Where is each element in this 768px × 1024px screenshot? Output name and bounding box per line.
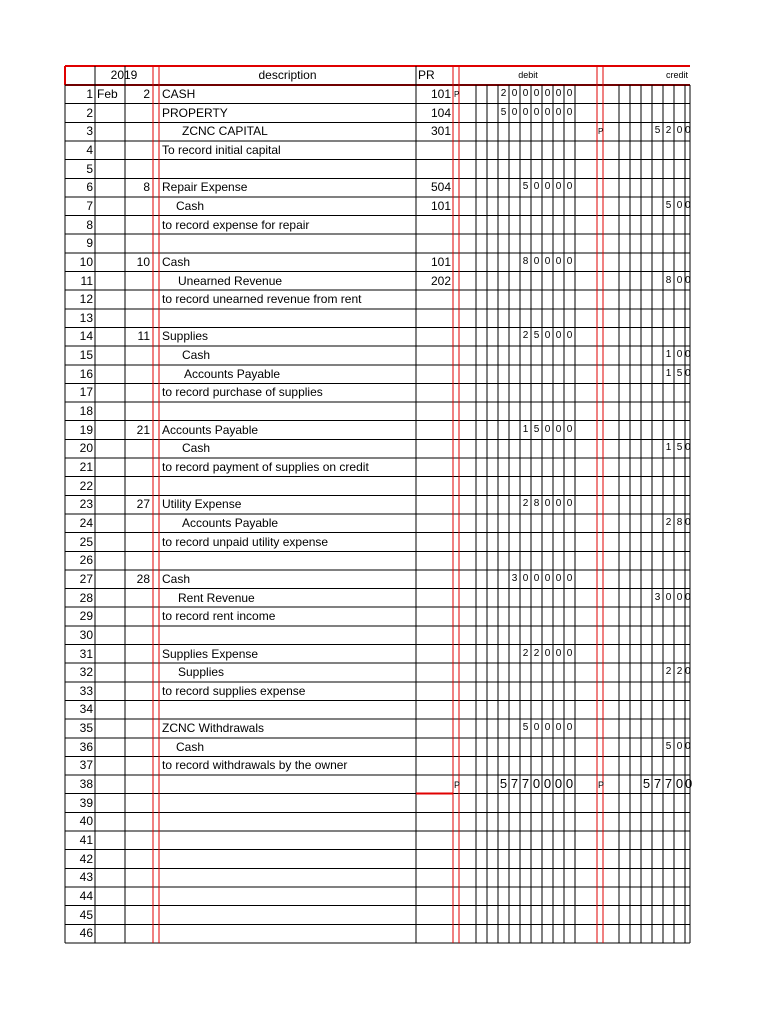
- debit-digit: 0: [566, 88, 573, 99]
- total-credit-digit: 5: [642, 776, 651, 792]
- entry-description: Cash: [162, 571, 191, 586]
- entry-day: 2: [143, 87, 150, 101]
- credit-digit: 0: [676, 349, 683, 361]
- entry-day: 21: [136, 422, 150, 437]
- row-number: 5: [86, 161, 93, 176]
- header-description: description: [258, 68, 317, 82]
- total-debit-digit: 7: [510, 776, 519, 792]
- entry-description: Unearned Revenue: [178, 273, 283, 288]
- row-number: 37: [79, 758, 93, 773]
- row-number: 28: [79, 590, 93, 605]
- credit-digit: 0: [685, 516, 691, 528]
- header-pr: PR: [418, 68, 435, 82]
- header-year: 2019: [110, 68, 138, 82]
- credit-digit: 0: [676, 199, 683, 211]
- row-number: 34: [79, 702, 93, 717]
- total-credit-digit: 7: [664, 776, 673, 792]
- debit-digit: 5: [522, 722, 529, 734]
- row-number: 11: [80, 273, 93, 288]
- row-number: 7: [86, 198, 93, 213]
- debit-digit: 0: [566, 106, 573, 118]
- credit-digit: 8: [665, 274, 672, 286]
- entry-description: to record rent income: [162, 609, 276, 624]
- debit-digit: 0: [566, 330, 573, 342]
- debit-digit: 0: [522, 106, 529, 118]
- row-number: 39: [79, 795, 93, 810]
- row-number: 13: [79, 310, 93, 325]
- entry-description: Cash: [162, 254, 191, 269]
- total-posted-mark: P: [598, 780, 605, 791]
- row-number: 22: [79, 478, 93, 493]
- credit-digit: 5: [665, 740, 672, 752]
- debit-digit: 0: [566, 181, 573, 193]
- credit-digit: 1: [665, 442, 672, 454]
- entry-description: Supplies Expense: [162, 646, 259, 661]
- debit-digit: 8: [522, 255, 529, 267]
- debit-digit: 0: [533, 722, 540, 734]
- total-debit-digit: 0: [543, 776, 552, 792]
- debit-digit: 5: [500, 106, 507, 118]
- entry-description: to record purchase of supplies: [162, 385, 323, 400]
- row-number: 24: [79, 515, 93, 530]
- debit-digit: 0: [544, 722, 551, 734]
- debit-digit: 0: [522, 88, 529, 99]
- debit-digit: 0: [544, 181, 551, 193]
- debit-digit: 0: [533, 106, 540, 118]
- entry-post-reference: 101: [430, 198, 451, 213]
- debit-digit: 2: [522, 330, 529, 342]
- row-number: 12: [79, 292, 93, 307]
- row-number: 40: [79, 814, 93, 829]
- entry-day: 8: [143, 180, 150, 195]
- credit-digit: 0: [685, 125, 691, 137]
- debit-digit: 0: [533, 181, 540, 193]
- row-number: 43: [79, 870, 93, 885]
- debit-digit: 0: [544, 498, 551, 510]
- row-number: 1: [86, 87, 93, 101]
- credit-digit: 0: [676, 591, 683, 603]
- debit-digit: 0: [511, 88, 518, 99]
- debit-digit: 8: [533, 498, 540, 510]
- posted-mark: P: [598, 127, 604, 137]
- total-credit-digit: 7: [653, 776, 662, 792]
- credit-digit: 2: [665, 516, 672, 528]
- row-number: 42: [79, 851, 93, 866]
- credit-digit: 2: [676, 666, 683, 678]
- row-number: 45: [79, 907, 93, 922]
- debit-digit: 0: [555, 423, 562, 435]
- header-credit: credit: [665, 70, 688, 80]
- debit-digit: 0: [533, 572, 540, 584]
- entry-description: To record initial capital: [162, 142, 281, 157]
- debit-digit: 5: [522, 181, 529, 193]
- debit-digit: 0: [555, 572, 562, 584]
- header-debit: debit: [518, 70, 538, 80]
- debit-digit: 5: [533, 423, 540, 435]
- debit-digit: 0: [555, 181, 562, 193]
- credit-digit: 0: [685, 274, 691, 286]
- credit-digit: 3: [654, 591, 661, 603]
- debit-digit: 0: [566, 423, 573, 435]
- debit-digit: 0: [566, 255, 573, 267]
- row-number: 30: [79, 627, 93, 642]
- entry-description: Cash: [176, 198, 205, 213]
- debit-digit: 2: [522, 647, 529, 659]
- entry-description: Supplies: [178, 665, 225, 680]
- debit-digit: 0: [555, 722, 562, 734]
- entry-post-reference: 101: [430, 254, 451, 269]
- credit-digit: 0: [685, 666, 691, 678]
- row-number: 36: [79, 739, 93, 754]
- entry-description: Rent Revenue: [178, 590, 255, 605]
- entry-description: Cash: [176, 739, 205, 754]
- entry-description: to record expense for repair: [162, 217, 310, 232]
- total-credit-digit: 0: [685, 776, 693, 792]
- debit-digit: 0: [555, 647, 562, 659]
- row-number: 18: [79, 404, 93, 419]
- debit-digit: 0: [555, 255, 562, 267]
- credit-digit: 8: [676, 516, 683, 528]
- entry-description: CASH: [162, 87, 196, 101]
- debit-digit: 0: [511, 106, 518, 118]
- entry-post-reference: 101: [430, 87, 451, 101]
- debit-digit: 2: [500, 88, 507, 99]
- entry-day: 28: [136, 571, 150, 586]
- debit-digit: 2: [522, 498, 529, 510]
- row-number: 9: [86, 236, 93, 251]
- debit-digit: 0: [533, 255, 540, 267]
- row-number: 23: [79, 497, 93, 512]
- row-number: 25: [79, 534, 93, 549]
- credit-digit: 5: [676, 367, 683, 379]
- debit-digit: 0: [566, 498, 573, 510]
- entry-description: Repair Expense: [162, 180, 248, 195]
- row-number: 19: [79, 422, 93, 437]
- row-number: 44: [79, 888, 93, 903]
- entry-month: Feb: [97, 87, 118, 101]
- entry-day: 10: [136, 254, 150, 269]
- row-number: 29: [79, 609, 93, 624]
- credit-digit: 5: [665, 199, 672, 211]
- row-number: 32: [79, 665, 93, 680]
- credit-digit: 0: [685, 367, 691, 379]
- row-number: 6: [86, 180, 93, 195]
- total-debit-digit: 0: [565, 776, 574, 792]
- row-number: 46: [79, 926, 93, 941]
- debit-digit: 0: [566, 722, 573, 734]
- debit-digit: 0: [544, 423, 551, 435]
- entry-description: Accounts Payable: [182, 515, 279, 530]
- entry-post-reference: 504: [430, 180, 451, 195]
- entry-description: to record payment of supplies on credit: [162, 460, 369, 474]
- credit-digit: 0: [676, 740, 683, 752]
- row-number: 41: [79, 833, 93, 847]
- credit-digit: 0: [685, 442, 691, 454]
- credit-digit: 0: [685, 199, 691, 211]
- entry-description: Supplies: [162, 329, 209, 344]
- debit-digit: 0: [544, 572, 551, 584]
- row-number: 27: [79, 571, 93, 586]
- row-number: 16: [79, 366, 93, 381]
- debit-digit: 0: [544, 330, 551, 342]
- entry-day: 27: [136, 497, 150, 512]
- posted-mark: P: [454, 90, 460, 99]
- row-number: 4: [86, 142, 93, 157]
- entry-description: Utility Expense: [162, 497, 242, 512]
- credit-digit: 1: [665, 367, 672, 379]
- debit-digit: 2: [533, 647, 540, 659]
- row-number: 8: [86, 217, 93, 232]
- credit-digit: 0: [685, 349, 691, 361]
- debit-digit: 0: [555, 330, 562, 342]
- total-debit-digit: 5: [499, 776, 508, 792]
- row-number: 17: [79, 385, 93, 400]
- row-number: 21: [79, 460, 93, 474]
- entry-description: Cash: [182, 348, 211, 363]
- debit-digit: 0: [555, 106, 562, 118]
- entry-description: to record unpaid utility expense: [162, 534, 329, 549]
- row-number: 14: [79, 329, 93, 344]
- row-number: 33: [79, 683, 93, 698]
- credit-digit: 2: [665, 666, 672, 678]
- row-number: 26: [79, 553, 93, 568]
- row-number: 3: [86, 124, 93, 139]
- entry-description: Accounts Payable: [162, 422, 259, 437]
- entry-post-reference: 202: [430, 273, 451, 288]
- entry-post-reference: 104: [430, 105, 451, 120]
- row-number: 2: [86, 105, 93, 120]
- total-credit-digit: 0: [675, 776, 684, 792]
- credit-digit: 5: [676, 442, 683, 454]
- row-number: 35: [79, 721, 93, 736]
- debit-digit: 0: [544, 647, 551, 659]
- entry-description: ZCNC CAPITAL: [182, 124, 268, 139]
- debit-digit: 0: [555, 88, 562, 99]
- debit-digit: 0: [544, 88, 551, 99]
- row-number: 10: [79, 254, 93, 269]
- debit-digit: 0: [566, 647, 573, 659]
- entry-day: 11: [137, 329, 150, 344]
- entry-description: ZCNC Withdrawals: [162, 721, 265, 736]
- debit-digit: 5: [533, 330, 540, 342]
- total-debit-digit: 7: [521, 776, 530, 792]
- debit-digit: 3: [511, 572, 518, 584]
- credit-digit: 2: [665, 125, 672, 137]
- total-posted-mark: P: [454, 780, 461, 791]
- debit-digit: 0: [544, 106, 551, 118]
- row-number: 31: [79, 646, 93, 661]
- debit-digit: 0: [566, 572, 573, 584]
- entry-description: Accounts Payable: [184, 366, 281, 381]
- row-number: 38: [79, 777, 93, 792]
- credit-digit: 5: [654, 125, 661, 137]
- credit-digit: 0: [665, 591, 672, 603]
- entry-description: PROPERTY: [162, 105, 228, 120]
- credit-digit: 0: [685, 591, 691, 603]
- row-number: 20: [79, 441, 93, 456]
- debit-digit: 1: [522, 423, 529, 435]
- total-debit-digit: 0: [554, 776, 563, 792]
- entry-post-reference: 301: [430, 124, 451, 139]
- entry-description: to record unearned revenue from rent: [162, 292, 362, 307]
- total-debit-digit: 0: [532, 776, 541, 792]
- debit-digit: 0: [544, 255, 551, 267]
- entry-description: Cash: [182, 441, 211, 456]
- debit-digit: 0: [555, 498, 562, 510]
- debit-digit: 0: [522, 572, 529, 584]
- credit-digit: 0: [676, 125, 683, 137]
- debit-digit: 0: [533, 88, 540, 99]
- credit-digit: 0: [676, 274, 683, 286]
- entry-description: to record supplies expense: [162, 683, 306, 698]
- credit-digit: 1: [665, 349, 672, 361]
- row-number: 15: [79, 348, 93, 363]
- entry-description: to record withdrawals by the owner: [162, 758, 348, 773]
- credit-digit: 0: [685, 740, 691, 752]
